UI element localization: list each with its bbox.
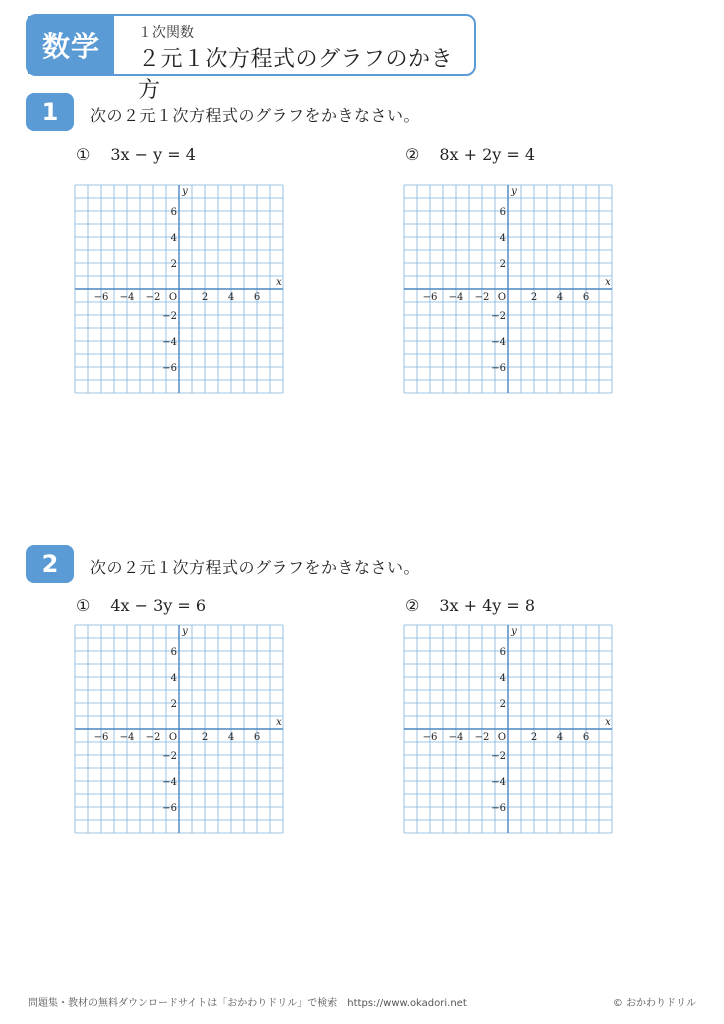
- equation: 3x − y = 4: [110, 145, 196, 164]
- equation: 4x − 3y = 6: [110, 596, 207, 615]
- x-tick-label: 6: [253, 732, 261, 743]
- x-tick-label: −2: [145, 732, 161, 743]
- x-tick-label: −6: [422, 292, 438, 303]
- x-tick-label: −6: [93, 732, 109, 743]
- problem-number: ②: [405, 596, 420, 615]
- y-axis-label: y: [511, 626, 517, 637]
- x-tick-label: 6: [253, 292, 261, 303]
- y-tick-label: −2: [162, 311, 177, 322]
- x-tick-label: 6: [582, 732, 590, 743]
- y-tick-label: 2: [499, 259, 506, 270]
- section-number-badge: 2: [26, 545, 74, 583]
- coordinate-grid-1-1: [70, 182, 290, 396]
- coordinate-grid-2-1: [70, 622, 290, 836]
- x-tick-label: −4: [119, 292, 135, 303]
- x-tick-label: 6: [582, 292, 590, 303]
- worksheet-header: [26, 14, 476, 103]
- x-tick-label: 4: [556, 292, 564, 303]
- x-tick-label: −4: [119, 732, 135, 743]
- section-number-badge: 1: [26, 93, 74, 131]
- x-tick-label: 2: [201, 292, 209, 303]
- y-tick-label: −2: [491, 311, 506, 322]
- x-tick-label: 2: [530, 732, 538, 743]
- y-axis-label: y: [182, 626, 188, 637]
- problem-number: ①: [76, 145, 91, 164]
- subject-badge: 数学: [28, 16, 114, 74]
- y-axis-label: y: [511, 186, 517, 197]
- problem-number: ①: [76, 596, 91, 615]
- y-tick-label: 4: [499, 233, 506, 244]
- origin-label: O: [168, 292, 178, 303]
- instruction-text: 次の２元１次方程式のグラフをかきなさい。: [90, 558, 421, 577]
- x-axis-label: x: [605, 277, 611, 288]
- origin-label: O: [168, 732, 178, 743]
- x-tick-label: 4: [227, 292, 235, 303]
- x-tick-label: 2: [530, 292, 538, 303]
- x-axis-label: x: [276, 717, 282, 728]
- y-tick-label: −4: [162, 777, 177, 788]
- problem-1-2: [405, 145, 535, 164]
- equation: 3x + 4y = 8: [439, 596, 536, 615]
- y-tick-label: −6: [162, 803, 177, 814]
- y-tick-label: −6: [162, 363, 177, 374]
- x-tick-label: 4: [227, 732, 235, 743]
- equation: 8x + 2y = 4: [439, 145, 536, 164]
- x-tick-label: 4: [556, 732, 564, 743]
- y-tick-label: 2: [170, 259, 177, 270]
- lesson-title: ２元１次方程式のグラフのかき方: [138, 47, 454, 103]
- y-tick-label: 6: [499, 207, 506, 218]
- origin-label: O: [497, 732, 507, 743]
- y-tick-label: −2: [491, 751, 506, 762]
- unit-name: １次関数: [138, 25, 194, 41]
- x-axis-label: x: [605, 717, 611, 728]
- coordinate-grid-2-2: [399, 622, 619, 836]
- y-tick-label: −6: [491, 803, 506, 814]
- y-axis-label: y: [182, 186, 188, 197]
- x-tick-label: 2: [201, 732, 209, 743]
- y-tick-label: 4: [170, 673, 177, 684]
- x-axis-label: x: [276, 277, 282, 288]
- y-tick-label: 4: [170, 233, 177, 244]
- x-tick-label: −2: [474, 292, 490, 303]
- footer-site-note: 問題集・教材の無料ダウンロードサイトは「おかわりドリル」で検索 https://www.okadori.net: [28, 998, 467, 1009]
- y-tick-label: −2: [162, 751, 177, 762]
- problem-2-2: [405, 596, 535, 615]
- problem-number: ②: [405, 145, 420, 164]
- x-tick-label: −2: [145, 292, 161, 303]
- problem-2-1: [76, 596, 206, 615]
- x-tick-label: −6: [93, 292, 109, 303]
- x-tick-label: −4: [448, 292, 464, 303]
- problem-1-1: [76, 145, 196, 164]
- instruction-text: 次の２元１次方程式のグラフをかきなさい。: [90, 106, 421, 125]
- coordinate-grid-1-2: [399, 182, 619, 396]
- x-tick-label: −6: [422, 732, 438, 743]
- x-tick-label: −2: [474, 732, 490, 743]
- footer-copyright: © おかわりドリル: [612, 998, 696, 1009]
- y-tick-label: 6: [170, 647, 177, 658]
- x-tick-label: −4: [448, 732, 464, 743]
- y-tick-label: 4: [499, 673, 506, 684]
- y-tick-label: 2: [170, 699, 177, 710]
- y-tick-label: −4: [162, 337, 177, 348]
- y-tick-label: −4: [491, 337, 506, 348]
- y-tick-label: −4: [491, 777, 506, 788]
- y-tick-label: 6: [170, 207, 177, 218]
- y-tick-label: 2: [499, 699, 506, 710]
- origin-label: O: [497, 292, 507, 303]
- y-tick-label: 6: [499, 647, 506, 658]
- y-tick-label: −6: [491, 363, 506, 374]
